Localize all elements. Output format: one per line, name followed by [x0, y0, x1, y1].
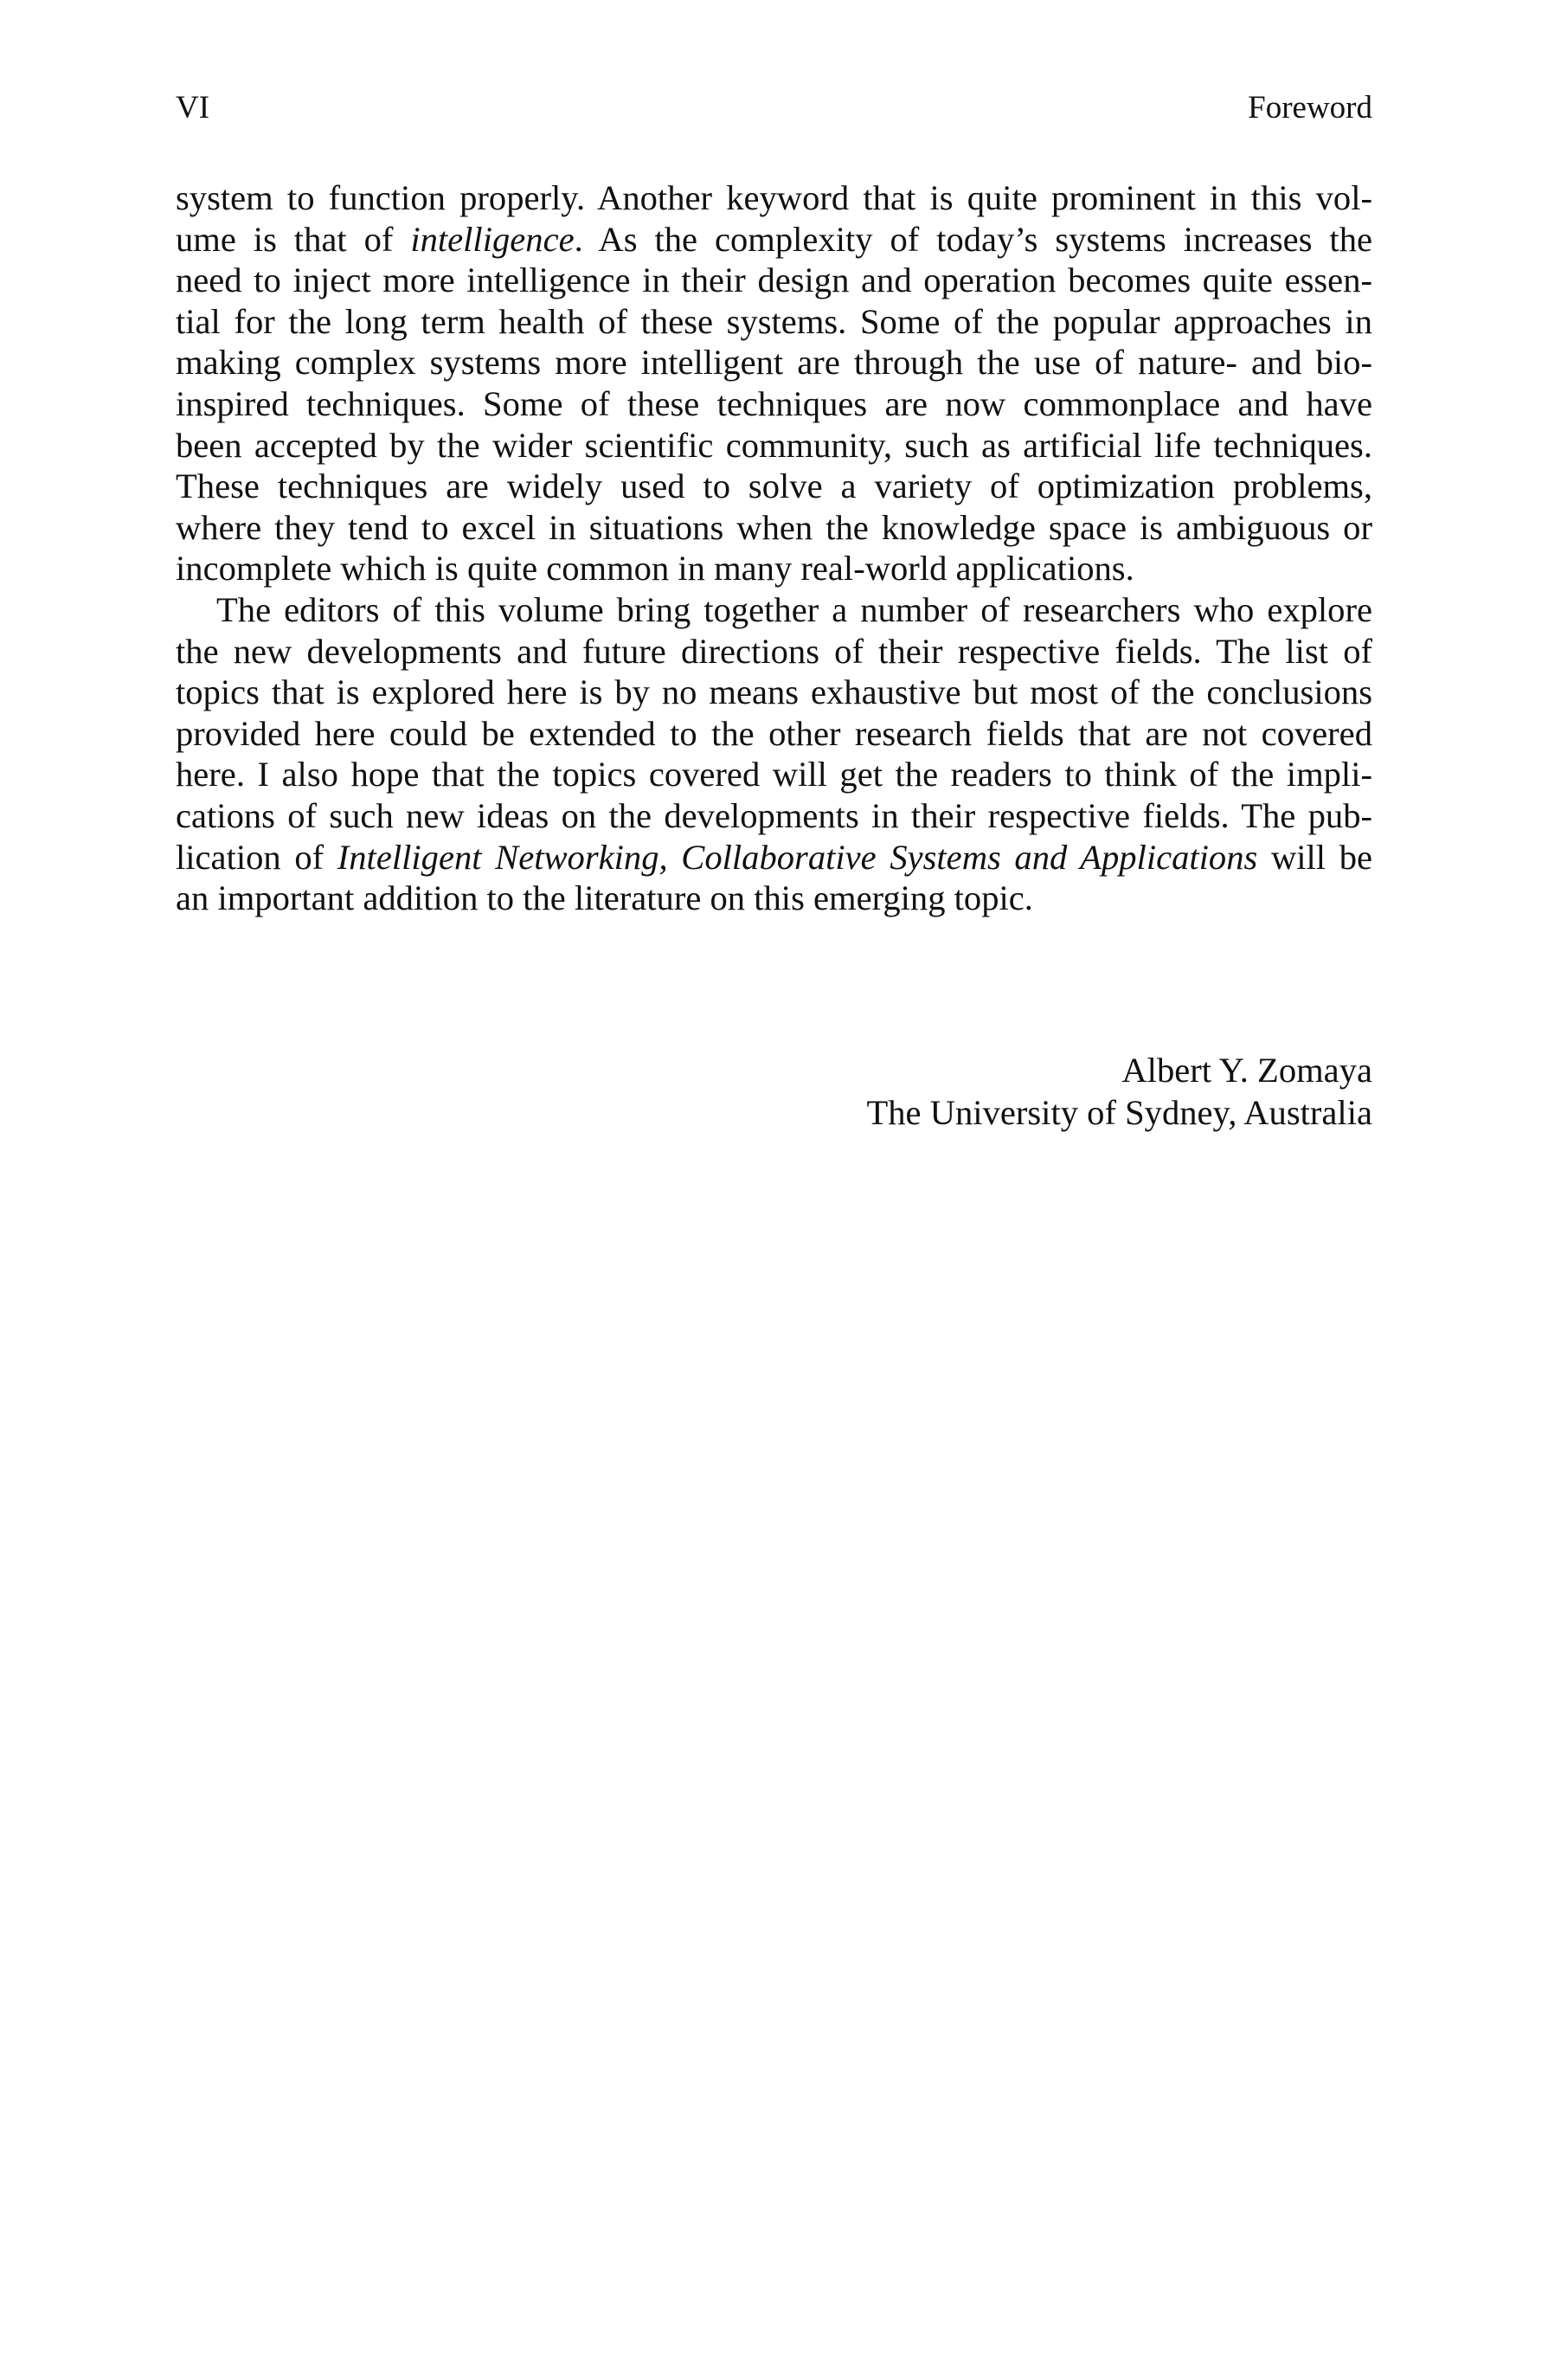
- body-line: tial for the long term health of these systems. Some of the popular approaches in: [176, 301, 1372, 341]
- body-text: [176, 177, 1372, 919]
- body-line: [176, 219, 1372, 261]
- body-text-run: will be: [1257, 837, 1372, 877]
- body-line: provided here could be extended to the other research fields that are not covered: [176, 713, 1372, 753]
- body-line: the new developments and future directions of their respective fields. The list of: [176, 631, 1372, 671]
- body-line: The editors of this volume bring together a number of researchers who explore: [216, 589, 1372, 629]
- author-affiliation: The University of Sydney, Australia: [866, 1093, 1372, 1132]
- body-line: making complex systems more intelligent are through the use of nature- and bio-: [176, 343, 1372, 383]
- book-title-italic: Intelligent Networking, Collaborative Systems and Applications: [337, 837, 1258, 877]
- section-title: Foreword: [1248, 90, 1372, 125]
- running-head: [176, 87, 1372, 130]
- body-line: cations of such new ideas on the developments in their respective fields. The pub-: [176, 795, 1372, 835]
- body-line: topics that is explored here is by no means exhaustive but most of the conclusions: [176, 672, 1372, 712]
- body-line: an important addition to the literature on this emerging topic.: [176, 878, 1033, 918]
- body-line: [176, 837, 1372, 878]
- body-text-run: lication of: [176, 837, 337, 877]
- body-line: been accepted by the wider scientific community, such as artificial life techniques.: [176, 425, 1372, 465]
- body-line: need to inject more intelligence in their design and operation becomes quite essen-: [176, 261, 1372, 300]
- body-line: system to function properly. Another keyword that is quite prominent in this vol-: [176, 178, 1372, 217]
- body-text-run: . As the complexity of today’s systems increases the: [574, 219, 1372, 259]
- author-name: Albert Y. Zomaya: [1121, 1051, 1372, 1090]
- signature-block: [866, 1049, 1372, 1134]
- body-text-run: ume is that of: [176, 219, 411, 259]
- body-line: here. I also hope that the topics covered will get the readers to think of the impli-: [176, 755, 1372, 794]
- emphasis-text: intelligence: [410, 219, 575, 259]
- page-number: VI: [176, 90, 210, 125]
- body-line: inspired techniques. Some of these techniques are now commonplace and have: [176, 383, 1372, 423]
- body-line: incomplete which is quite common in many real-world applications.: [176, 549, 1134, 589]
- body-line: These techniques are widely used to solve a variety of optimization problems,: [176, 466, 1372, 506]
- body-line: where they tend to excel in situations when the knowledge space is ambiguous or: [176, 507, 1372, 547]
